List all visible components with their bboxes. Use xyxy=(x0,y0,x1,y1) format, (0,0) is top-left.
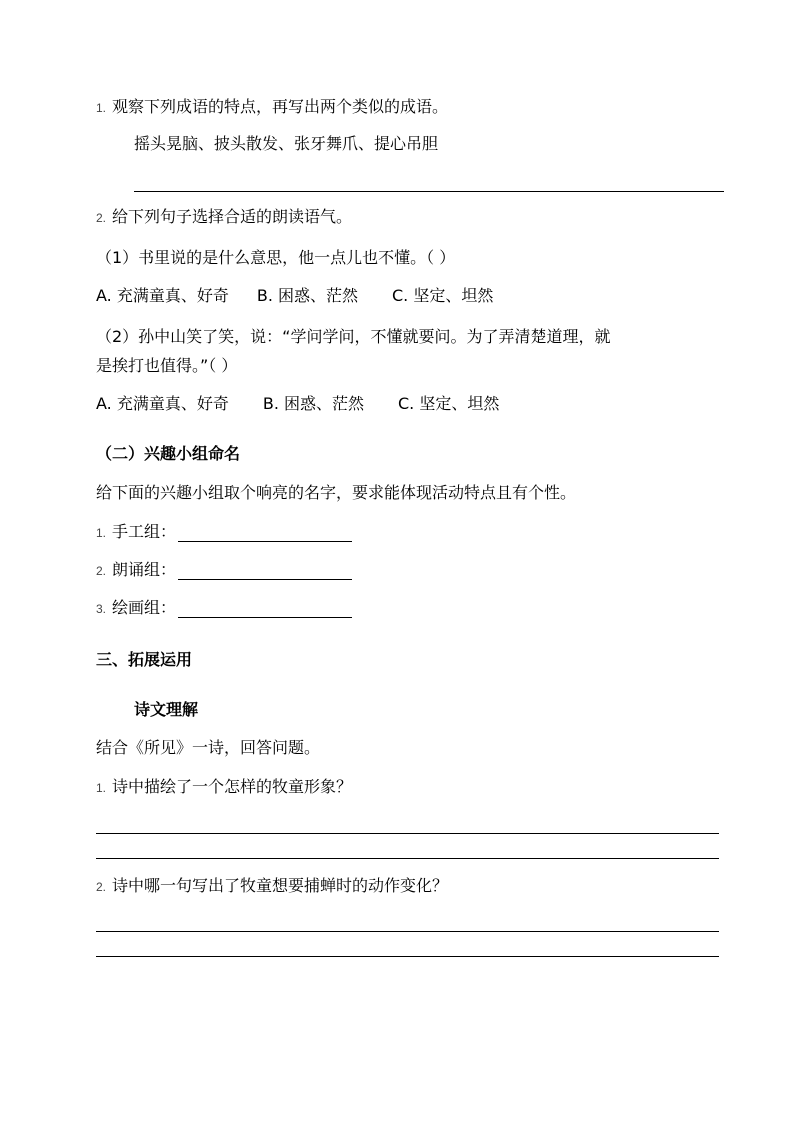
naming-item xyxy=(96,560,352,581)
option-c[interactable]: C. 坚定、坦然 xyxy=(392,286,494,305)
question-prompt: 观察下列成语的特点，再写出两个类似的成语。 xyxy=(112,97,449,116)
question-text: 诗中哪一句写出了牧童想要捕蝉时的动作变化？ xyxy=(112,876,449,895)
answer-line[interactable] xyxy=(96,931,719,932)
section-3-subtitle: 诗文理解 xyxy=(134,700,199,719)
section-3-instruction: 结合《所见》一诗，回答问题。 xyxy=(96,738,321,757)
section-2-title: （二）兴趣小组命名 xyxy=(96,444,241,463)
answer-line[interactable] xyxy=(96,956,719,957)
question-2 xyxy=(96,207,352,228)
idiom-examples: 摇头晃脑、披头散发、张牙舞爪、提心吊胆 xyxy=(134,134,439,153)
item-number: 1. xyxy=(96,526,107,540)
question-number: 1. xyxy=(96,781,107,795)
naming-item xyxy=(96,598,352,619)
section-2-instruction: 给下面的兴趣小组取个响亮的名字，要求能体现活动特点且有个性。 xyxy=(96,483,577,502)
option-b[interactable]: B. 困惑、茫然 xyxy=(256,286,358,305)
sentence-2-line-1: （2）孙中山笑了笑，说：“学问学问，不懂就要问。为了弄清楚道理，就 xyxy=(96,327,611,346)
question-text: 诗中描绘了一个怎样的牧童形象？ xyxy=(112,777,353,796)
answer-line[interactable] xyxy=(134,191,724,192)
poem-question-2 xyxy=(96,876,448,897)
option-a[interactable]: A. 充满童真、好奇 xyxy=(96,394,229,413)
answer-blank[interactable] xyxy=(178,599,352,618)
question-prompt: 给下列句子选择合适的朗读语气。 xyxy=(112,207,353,226)
answer-blank[interactable] xyxy=(178,561,352,580)
question-number: 2. xyxy=(96,880,107,894)
options-2 xyxy=(96,394,499,414)
item-number: 2. xyxy=(96,564,107,578)
sentence-2-line-2: 是挨打也值得。”（ ） xyxy=(96,356,238,375)
section-3-title: 三、拓展运用 xyxy=(96,650,193,669)
naming-item xyxy=(96,522,352,543)
sentence-1: （1）书里说的是什么意思，他一点儿也不懂。（ ） xyxy=(96,248,456,267)
poem-question-1 xyxy=(96,777,352,798)
answer-blank[interactable] xyxy=(178,523,352,542)
option-c[interactable]: C. 坚定、坦然 xyxy=(398,394,500,413)
item-label: 朗诵组： xyxy=(112,560,177,579)
item-label: 手工组： xyxy=(112,522,177,541)
option-a[interactable]: A. 充满童真、好奇 xyxy=(96,286,229,305)
option-b[interactable]: B. 困惑、茫然 xyxy=(262,394,364,413)
question-number: 2. xyxy=(96,211,107,225)
item-label: 绘画组： xyxy=(112,598,177,617)
question-1 xyxy=(96,97,448,118)
options-1 xyxy=(96,286,493,306)
answer-line[interactable] xyxy=(96,858,719,859)
answer-line[interactable] xyxy=(96,833,719,834)
item-number: 3. xyxy=(96,602,107,616)
question-number: 1. xyxy=(96,101,107,115)
